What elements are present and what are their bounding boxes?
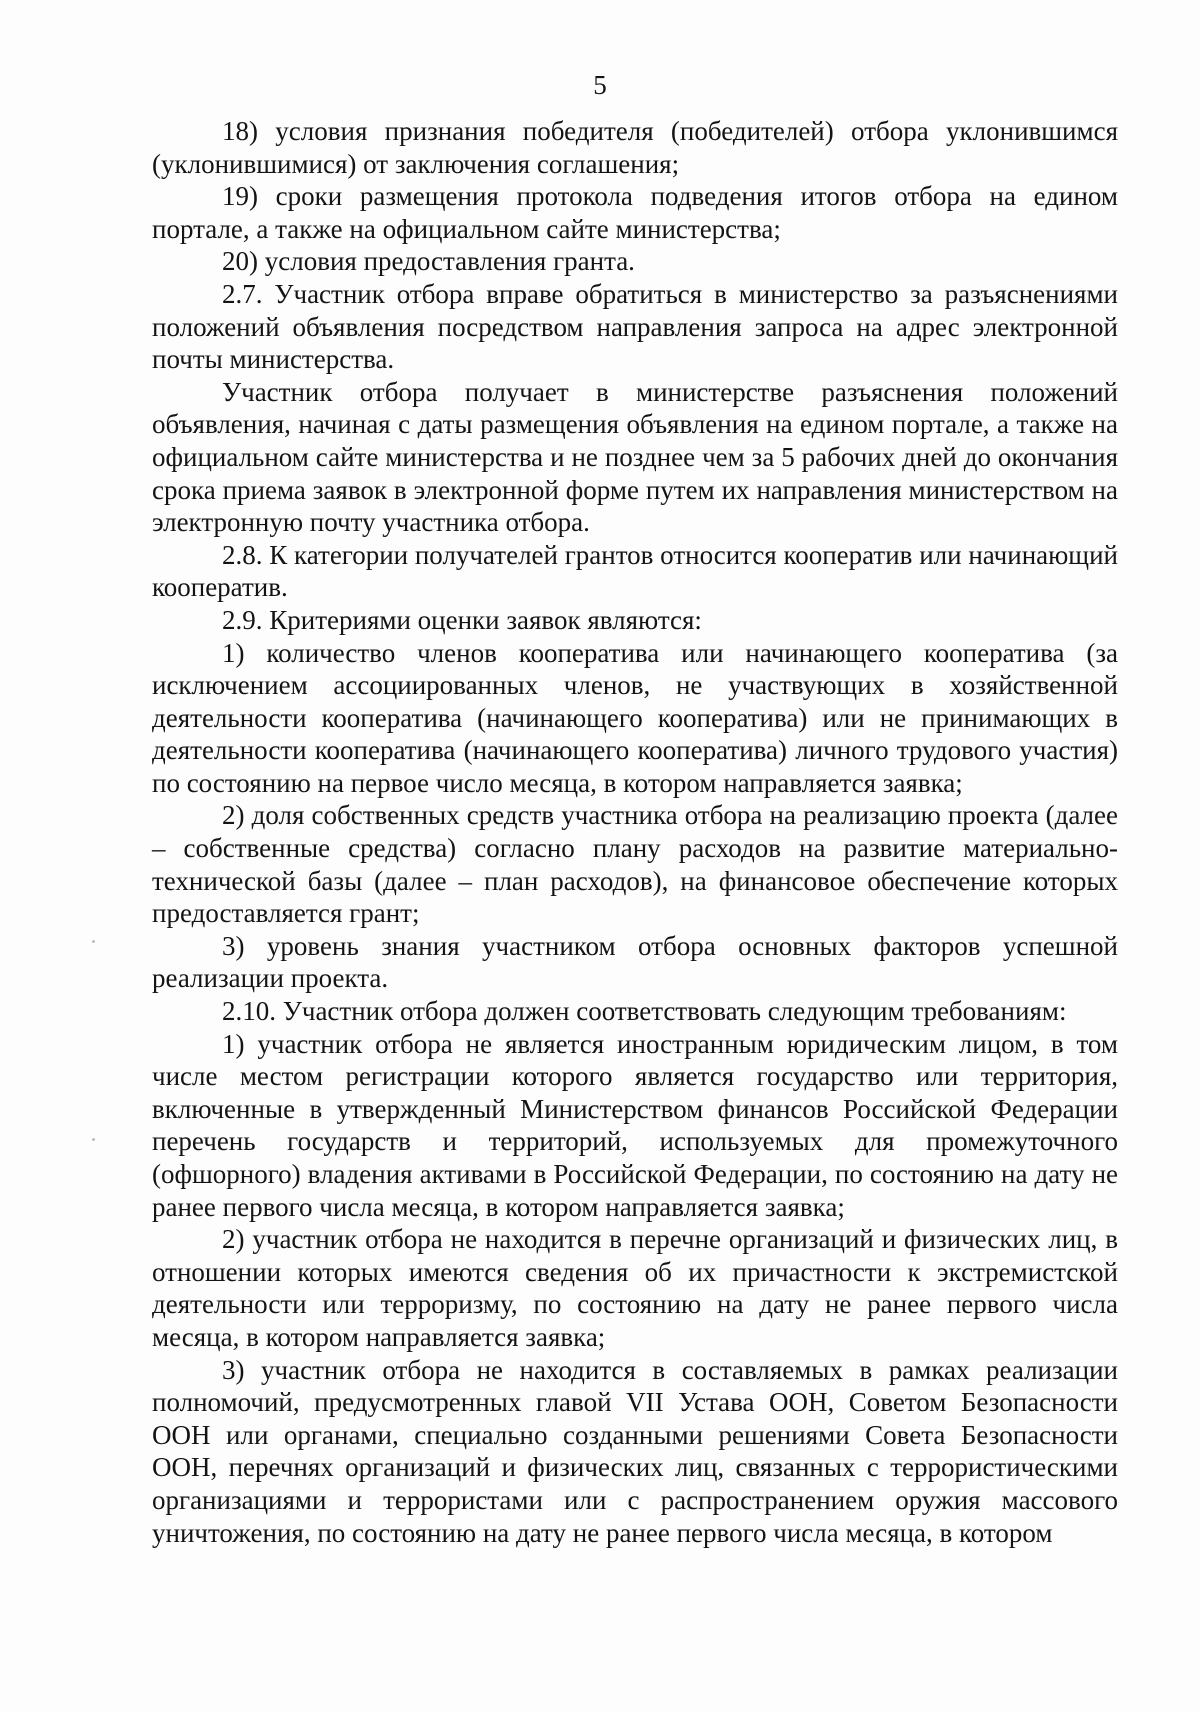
paragraph-requirement-3: 3) участник отбора не находится в составляемых в рамках реализации полномочий, предусмотренных главой VII Устава ООН, Советом Безопасности ООН или органами, специально созданными решениями Совета Безопасности ООН, перечнях организаций и физических лиц, связанных с террористическими организациями и террористами или с распространением оружия массового уничтожения, по состоянию на дату не ранее первого числа месяца, в котором (152, 1354, 1118, 1548)
paragraph-clarifications: Участник отбора получает в министерстве разъяснения положений объявления, начиная с даты размещения объявления на едином портале, а также на официальном сайте министерства и не позднее чем за 5 рабочих дней до окончания срока приема заявок в электронной форме путем их направления министерством на электронную почту участника отбора. (152, 376, 1118, 538)
document-body (152, 115, 1118, 1549)
paragraph-requirement-2: 2) участник отбора не находится в перечне организаций и физических лиц, в отношении которых имеются сведения об их причастности к экстремистской деятельности или терроризму, по состоянию на дату не ранее первого числа месяца, в котором направляется заявка; (152, 1224, 1118, 1352)
paragraph-section-2-9: 2.9. Критериями оценки заявок являются: (222, 604, 702, 635)
paragraph-criterion-1: 1) количество членов кооператива или начинающего кооператива (за исключением ассоциированных членов, не участвующих в хозяйственной деятельности кооператива (начинающего кооператива) или не принимающих в деятельности кооператива (начинающего кооператива) личного трудового участия) по состоянию на первое число месяца, в котором направляется заявка; (152, 637, 1118, 798)
page-number: 5 (593, 70, 607, 100)
paragraph-section-2-8: 2.8. К категории получателей грантов относится кооператив или начинающий кооператив. (152, 539, 1118, 603)
paragraph-item-20: 20) условия предоставления гранта. (222, 246, 635, 277)
paragraph-item-18: 18) условия признания победителя (победителей) отбора уклонившимся (уклонившимися) от заключения соглашения; (152, 116, 1118, 179)
paragraph-requirement-1: 1) участник отбора не является иностранным юридическим лицом, в том числе местом регистрации которого является государство или территория, включенные в утвержденный Министерством финансов Российской Федерации перечень государств и территорий, используемых для промежуточного (офшорного) владения активами в Российской Федерации, по состоянию на дату не ранее первого числа месяца, в котором направляется заявка; (152, 1028, 1118, 1222)
paragraph-criterion-2: 2) доля собственных средств участника отбора на реализацию проекта (далее – собственные средства) согласно плану расходов на развитие материально-технической базы (далее – план расходов), на финансовое обеспечение которых предоставляется грант; (152, 800, 1118, 929)
paragraph-item-19: 19) сроки размещения протокола подведения итогов отбора на едином портале, а также на официальном сайте министерства; (152, 181, 1118, 244)
scan-mark (92, 940, 95, 943)
paragraph-section-2-10: 2.10. Участник отбора должен соответствовать следующим требованиям: (222, 996, 1067, 1027)
paragraph-criterion-3: 3) уровень знания участником отбора основных факторов успешной реализации проекта. (152, 930, 1118, 994)
paragraph-section-2-7: 2.7. Участник отбора вправе обратиться в министерство за разъяснениями положений объявления посредством направления запроса на адрес электронной почты министерства. (152, 278, 1118, 375)
scan-mark (92, 1138, 95, 1141)
